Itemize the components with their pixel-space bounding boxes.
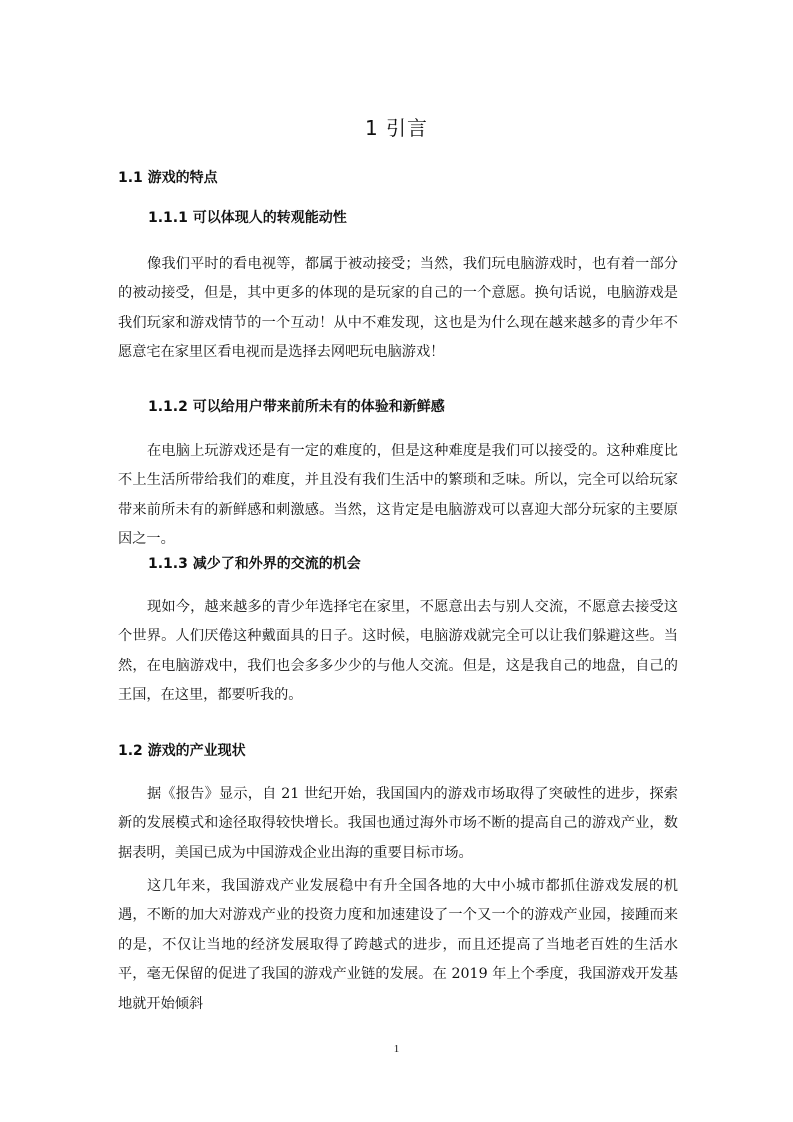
subsection-heading-1-1-1: 1.1.1 可以体现人的转观能动性 bbox=[148, 210, 347, 226]
paragraph-1-2-a: 据《报告》显示，自 21 世纪开始，我国国内的游戏市场取得了突破性的进步，探索新的发展模式和途径取得较快增长。我国也通过海外市场不断的提高自己的游戏产业，数据表明，美国已成为中国游戏企业出海的重要目标市场。 bbox=[118, 786, 678, 861]
subsection-heading-1-1-2: 1.1.2 可以给用户带来前所未有的体验和新鲜感 bbox=[148, 399, 445, 415]
section-heading-1-1: 1.1 游戏的特点 bbox=[118, 170, 218, 186]
section-heading-1-2: 1.2 游戏的产业现状 bbox=[118, 743, 246, 759]
paragraph-1-1-1: 像我们平时的看电视等，都属于被动接受；当然，我们玩电脑游戏时，也有着一部分的被动接受，但是，其中更多的体现的是玩家的自己的一个意愿。换句话说，电脑游戏是我们玩家和游戏情节的一个互动！从中不难发现，这也是为什么现在越来越多的青少年不愿意宅在家里区看电视而是选择去网吧玩电脑游戏！ bbox=[118, 256, 678, 361]
paragraph-1-2-b: 这几年来，我国游戏产业发展稳中有升全国各地的大中小城市都抓住游戏发展的机遇，不断的加大对游戏产业的投资力度和加速建设了一个又一个的游戏产业园，接踵而来的是，不仅让当地的经济发展取得了跨越式的进步，而且还提高了当地老百姓的生活水平，毫无保留的促进了我国的游戏产业链的发展。在 2019 年上个季度，我国游戏开发基地就开始倾斜 bbox=[118, 878, 678, 1012]
paragraph-1-1-3: 现如今，越来越多的青少年选择宅在家里，不愿意出去与别人交流，不愿意去接受这个世界。人们厌倦这种戴面具的日子。这时候，电脑游戏就完全可以让我们躲避这些。当然，在电脑游戏中，我们也会多多少少的与他人交流。但是，这是我自己的地盘，自己的王国，在这里，都要听我的。 bbox=[118, 599, 678, 704]
paragraph-1-1-2: 在电脑上玩游戏还是有一定的难度的，但是这种难度是我们可以接受的。这种难度比不上生活所带给我们的难度，并且没有我们生活中的繁琐和乏味。所以，完全可以给玩家带来前所未有的新鲜感和刺激感。当然，这肯定是电脑游戏可以喜迎大部分玩家的主要原因之一。 bbox=[118, 443, 678, 548]
page-number: 1 bbox=[393, 1043, 400, 1055]
chapter-title: 1 引言 bbox=[364, 116, 429, 140]
subsection-heading-1-1-3: 1.1.3 减少了和外界的交流的机会 bbox=[148, 556, 361, 572]
